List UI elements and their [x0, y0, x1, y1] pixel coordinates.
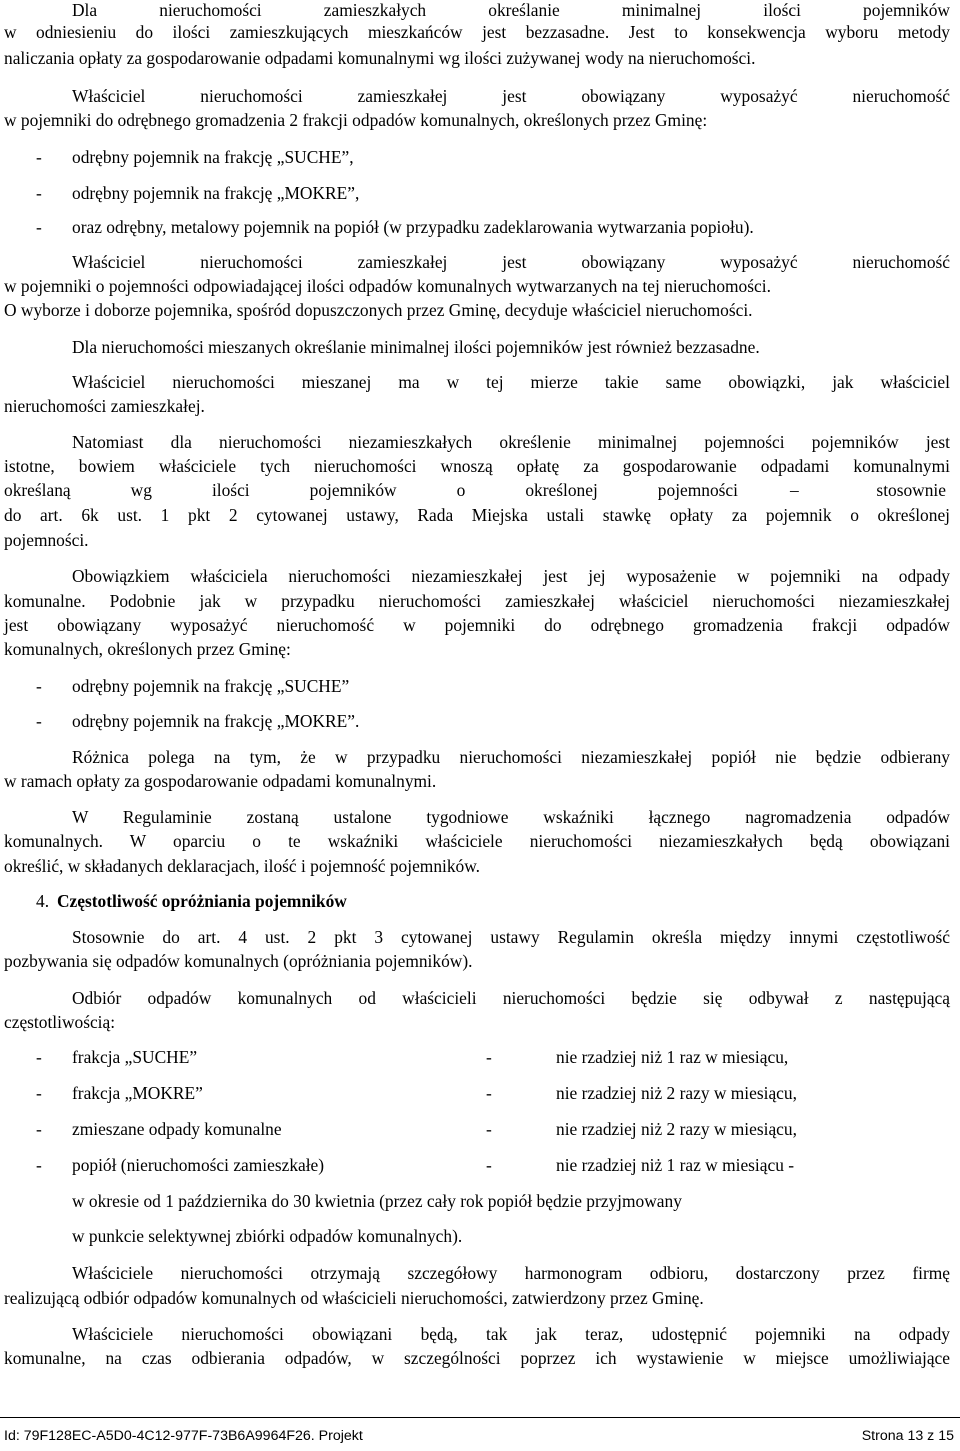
list-item: odrębny pojemnik na frakcję „MOKRE”.: [72, 711, 360, 731]
list-item: odrębny pojemnik na frakcję „SUCHE”,: [72, 147, 354, 167]
freq-note-line-1: w okresie od 1 października do 30 kwietnia (przez cały rok popiół będzie przyjmowany: [72, 1191, 682, 1211]
freq-dash: -: [486, 1155, 492, 1175]
list-dash: -: [36, 147, 42, 167]
list-item: odrębny pojemnik na frakcję „SUCHE”: [72, 676, 350, 696]
p7-line-1: Różnica polega na tym, że w przypadku nieruchomości niezamieszkałej popiół nie będzie odbierany: [72, 747, 950, 767]
p10-line-2: częstotliwością:: [4, 1012, 116, 1032]
freq-value: nie rzadziej niż 2 razy w miesiącu,: [556, 1119, 797, 1139]
intro-line-1: Dla nieruchomości zamieszkałych określanie minimalnej ilości pojemników: [72, 0, 950, 20]
p11-line-2: realizującą odbiór odpadów komunalnych od właścicieli nieruchomości, zatwierdzony przez Gminę.: [4, 1288, 704, 1308]
freq-value: nie rzadziej niż 1 raz w miesiącu -: [556, 1155, 795, 1175]
p3-line-1: Dla nieruchomości mieszanych określanie minimalnej ilości pojemników jest również bezzasadne.: [72, 337, 760, 357]
p7-line-2: w ramach opłaty za gospodarowanie odpadami komunalnymi.: [4, 771, 437, 791]
p4-line-2: nieruchomości zamieszkałej.: [4, 396, 205, 416]
p4-line-1: Właściciel nieruchomości mieszanej ma w tej mierze takie same obowiązki, jak właściciel: [72, 372, 950, 392]
p6-line-4: komunalnych, określonych przez Gminę:: [4, 639, 291, 659]
p8-line-1: W Regulaminie zostaną ustalone tygodniowe wskaźniki łącznego nagromadzenia odpadów: [72, 807, 950, 827]
p2-line-2: w pojemniki o pojemności odpowiadającej ilości odpadów komunalnych wytwarzanych na tej nieruchomości.: [4, 276, 771, 296]
p5-line-5: pojemności.: [4, 530, 89, 550]
intro-line-2: w odniesieniu do ilości zamieszkujących mieszkańców jest bezzasadne. Jest to konsekwencja wyboru metody: [4, 22, 950, 42]
p9-line-1: Stosownie do art. 4 ust. 2 pkt 3 cytowanej ustawy Regulamin określa między innymi częstotliwość: [72, 927, 950, 947]
list-dash: -: [36, 217, 42, 237]
freq-item: zmieszane odpady komunalne: [72, 1119, 282, 1139]
p5-line-2: istotne, bowiem właściciele tych nieruchomości wnoszą opłatę za gospodarowanie odpadami komunalnymi: [4, 456, 950, 476]
p5-line-3a: określaną wg ilości pojemników o określonej pojemności: [4, 480, 738, 500]
list-dash: -: [36, 1083, 42, 1103]
list-dash: -: [36, 183, 42, 203]
footer-page-number: Strona 13 z 15: [861, 1428, 954, 1444]
intro-line-3: naliczania opłaty za gospodarowanie odpadami komunalnymi wg ilości zużywanej wody na nieruchomości.: [4, 48, 756, 68]
footer-document-id: Id: 79F128EC-A5D0-4C12-977F-73B6A9964F26. Projekt: [4, 1428, 363, 1444]
p8-line-3: określić, w składanych deklaracjach, ilość i pojemność pojemników.: [4, 856, 481, 876]
p5-line-1: Natomiast dla nieruchomości niezamieszkałych określenie minimalnej pojemności pojemników jest: [72, 432, 950, 452]
p12-line-2: komunalne, na czas odbierania odpadów, w szczególności poprzez ich wystawienie w miejsce umożliwiające: [4, 1348, 950, 1368]
freq-item: frakcja „MOKRE”: [72, 1083, 203, 1103]
p8-line-2: komunalnych. W oparciu o te wskaźniki właściciele nieruchomości niezamieszkałych będą obowiązani: [4, 831, 950, 851]
p1-line-2: w pojemniki do odrębnego gromadzenia 2 frakcji odpadów komunalnych, określonych przez Gminę:: [4, 110, 708, 130]
freq-dash: -: [486, 1083, 492, 1103]
footer-rule: [0, 1417, 960, 1418]
p2-line-1: Właściciel nieruchomości zamieszkałej jest obowiązany wyposażyć nieruchomość: [72, 252, 950, 272]
list-dash: -: [36, 711, 42, 731]
p5-line-3-dash: –: [790, 480, 799, 500]
list-dash: -: [36, 1047, 42, 1067]
section-title: Częstotliwość opróżniania pojemników: [57, 891, 347, 911]
section-number: 4.: [36, 891, 50, 911]
list-dash: -: [36, 1119, 42, 1139]
list-item: odrębny pojemnik na frakcję „MOKRE”,: [72, 183, 360, 203]
list-item: oraz odrębny, metalowy pojemnik na popiół (w przypadku zadeklarowania wytwarzania popiołu).: [72, 217, 754, 237]
freq-dash: -: [486, 1119, 492, 1139]
freq-dash: -: [486, 1047, 492, 1067]
p5-line-4: do art. 6k ust. 1 pkt 2 cytowanej ustawy, Rada Miejska ustali stawkę opłaty za pojemnik o określonej: [4, 505, 950, 525]
p10-line-1: Odbiór odpadów komunalnych od właścicieli nieruchomości będzie się odbywał z następującą: [72, 988, 950, 1008]
p6-line-2: komunalne. Podobnie jak w przypadku nieruchomości zamieszkałej właściciel nieruchomości niezamieszkałej: [4, 591, 950, 611]
p6-line-3: jest obowiązany wyposażyć nieruchomość w pojemniki do odrębnego gromadzenia frakcji odpadów: [4, 615, 950, 635]
freq-item: frakcja „SUCHE”: [72, 1047, 198, 1067]
p5-line-3b: stosownie: [876, 480, 946, 500]
list-dash: -: [36, 676, 42, 696]
p2-line-3: O wyborze i doborze pojemnika, spośród dopuszczonych przez Gminę, decyduje właściciel nieruchomości.: [4, 300, 753, 320]
freq-note-line-2: w punkcie selektywnej zbiórki odpadów komunalnych).: [72, 1226, 463, 1246]
p9-line-2: pozbywania się odpadów komunalnych (opróżniania pojemników).: [4, 951, 473, 971]
p5-line-3: [4, 478, 950, 502]
p1-line-1: Właściciel nieruchomości zamieszkałej jest obowiązany wyposażyć nieruchomość: [72, 86, 950, 106]
freq-value: nie rzadziej niż 2 razy w miesiącu,: [556, 1083, 797, 1103]
p12-line-1: Właściciele nieruchomości obowiązani będą, tak jak teraz, udostępnić pojemniki na odpady: [72, 1324, 950, 1344]
p6-line-1: Obowiązkiem właściciela nieruchomości niezamieszkałej jest jej wyposażenie w pojemniki na odpady: [72, 566, 950, 586]
freq-item: popiół (nieruchomości zamieszkałe): [72, 1155, 325, 1175]
freq-value: nie rzadziej niż 1 raz w miesiącu,: [556, 1047, 789, 1067]
p11-line-1: Właściciele nieruchomości otrzymają szczegółowy harmonogram odbioru, dostarczony przez firmę: [72, 1263, 950, 1283]
list-dash: -: [36, 1155, 42, 1175]
